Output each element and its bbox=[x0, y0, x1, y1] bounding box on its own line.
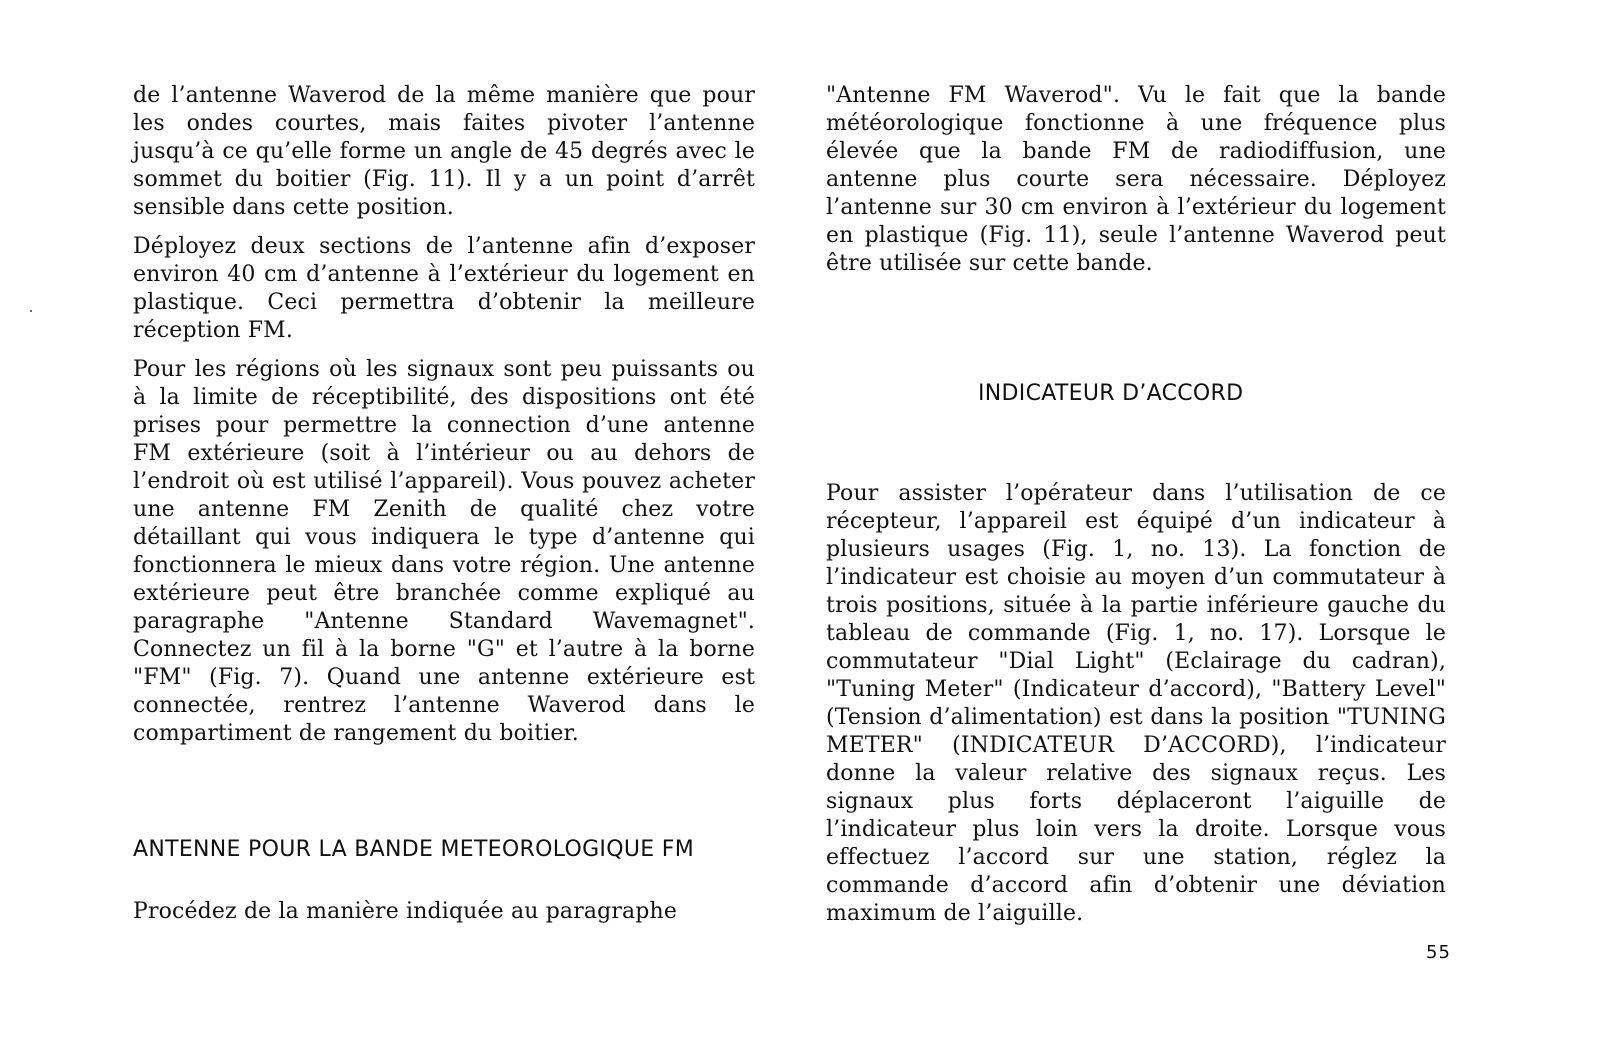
section-heading-tuning-indicator: INDICATEUR D’ACCORD bbox=[978, 381, 1244, 406]
section-heading-weather-band-antenna: ANTENNE POUR LA BANDE METEOROLOGIQUE FM bbox=[133, 837, 694, 862]
left-paragraph-3: Pour les régions où les signaux sont peu puissants ou à la limite de réceptibilité, des dispositions ont été prises pour permettre la connection d’une antenne FM extérieure (soit à l’intérieur ou au dehors de l’endroit où est utilisé l’appareil). Vous pouvez acheter une antenne FM Zenith de qualité chez votre détaillant qui vous indiquera le type d’antenne qui fonctionnera le mieux dans votre région. Une antenne extérieure peut être branchée comme expliqué au paragraphe "Antenne Standard Wavemagnet". Connectez un fil à la borne "G" et l’autre à la borne "FM" (Fig. 7). Quand une antenne extérieure est connectée, rentrez l’antenne Waverod dans le compartiment de rangement du boitier. bbox=[133, 357, 755, 746]
scan-speck bbox=[30, 310, 32, 312]
page-number: 55 bbox=[1426, 942, 1451, 963]
left-paragraph-2: Déployez deux sections de l’antenne afin d’exposer environ 40 cm d’antenne à l’extérieur du logement en plastique. Ceci permettra d’obtenir la meilleure réception FM. bbox=[133, 234, 755, 343]
left-paragraph-4: Procédez de la manière indiquée au paragraphe bbox=[133, 899, 678, 924]
right-paragraph-1: "Antenne FM Waverod". Vu le fait que la bande météorologique fonctionne à une fréquence plus élevée que la bande FM de radiodiffusion, une antenne plus courte sera nécessaire. Déployez l’antenne sur 30 cm environ à l’extérieur du logement en plastique (Fig. 11), seule l’antenne Waverod peut être utilisée sur cette bande. bbox=[826, 83, 1446, 276]
left-column bbox=[133, 82, 755, 759]
right-paragraph-2: Pour assister l’opérateur dans l’utilisation de ce récepteur, l’appareil est équipé d’un indicateur à plusieurs usages (Fig. 1, no. 13). La fonction de l’indicateur est choisie au moyen d’un commutateur à trois positions, située à la partie inférieure gauche du tableau de commande (Fig. 1, no. 17). Lorsque le commutateur "Dial Light" (Eclairage du cadran), "Tuning Meter" (Indicateur d’accord), "Battery Level" (Tension d’alimentation) est dans la position "TUNING METER" (INDICATEUR D’ACCORD), l’indicateur donne la valeur relative des signaux reçus. Les signaux plus forts déplaceront l’aiguille de l’indicateur plus loin vers la droite. Lorsque vous effectuez l’accord sur une station, réglez la commande d’accord afin d’obtenir une déviation maximum de l’aiguille. bbox=[826, 481, 1446, 926]
right-column bbox=[826, 82, 1446, 289]
left-paragraph-1: de l’antenne Waverod de la même manière que pour les ondes courtes, mais faites pivoter l’antenne jusqu’à ce qu’elle forme un angle de 45 degrés avec le sommet du boitier (Fig. 11). Il y a un point d’arrêt sensible dans cette position. bbox=[133, 83, 755, 220]
